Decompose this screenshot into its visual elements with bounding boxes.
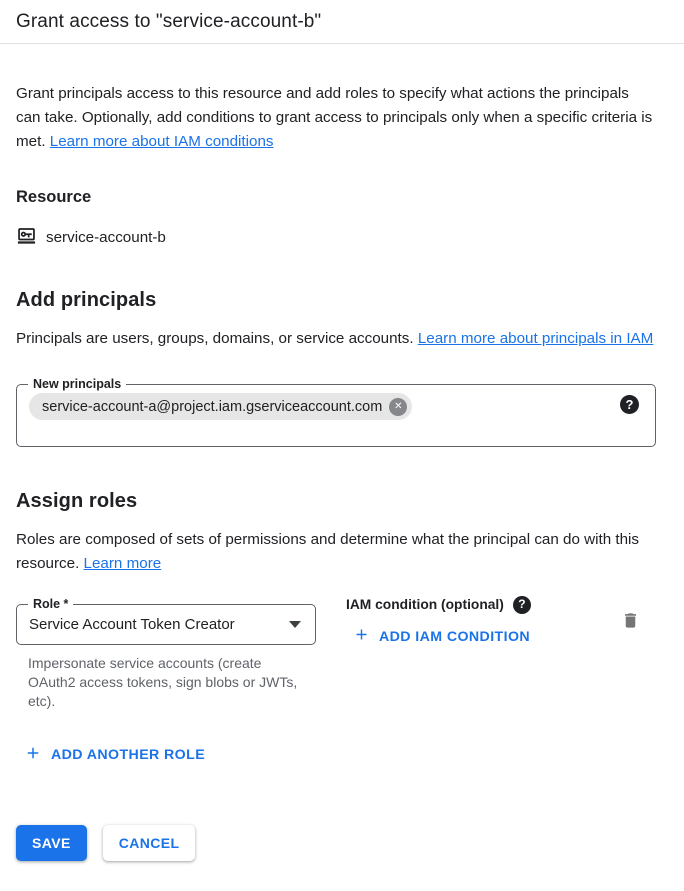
principal-chip-text: service-account-a@project.iam.gserviceaccount.com [42, 398, 383, 415]
service-account-icon [16, 225, 37, 250]
add-another-role-label: ADD ANOTHER ROLE [51, 747, 206, 763]
assign-roles-heading: Assign roles [16, 490, 138, 512]
iam-condition-column [346, 595, 621, 648]
intro-paragraph [16, 82, 656, 154]
principals-help-icon[interactable]: ? [620, 395, 639, 414]
role-select-value: Service Account Token Creator [29, 616, 235, 633]
resource-heading: Resource [16, 188, 92, 206]
iam-condition-help-icon[interactable]: ? [513, 596, 531, 614]
principals-description-text: Principals are users, groups, domains, or service accounts. [16, 330, 418, 347]
role-row [16, 595, 656, 711]
iam-condition-label-row [346, 595, 621, 614]
dialog-header [0, 0, 684, 44]
iam-condition-label: IAM condition (optional) [346, 597, 504, 612]
add-another-role-button[interactable] [24, 744, 205, 766]
trash-icon[interactable] [621, 611, 640, 630]
principals-learn-more-link[interactable]: Learn more about principals in IAM [417, 330, 654, 347]
roles-description [16, 528, 656, 576]
new-principals-label: New principals [28, 376, 126, 393]
dialog-content [0, 82, 684, 877]
dialog-footer [16, 825, 656, 861]
dialog-title: Grant access to "service-account-b" [16, 10, 322, 32]
role-helper-text: Impersonate service accounts (create OAuth2 access tokens, sign blobs or JWTs, etc). [28, 655, 298, 709]
intro-text: Grant principals access to this resource and add roles to specify what actions the principals can take. Optionally, add conditions to grant access to principals only when a specific criteria is met. [16, 85, 653, 150]
save-button[interactable]: SAVE [16, 825, 87, 861]
add-iam-condition-label: ADD IAM CONDITION [379, 628, 531, 645]
role-column [16, 595, 316, 711]
plus-icon [353, 626, 370, 647]
resource-name: service-account-b [46, 229, 166, 246]
plus-icon [24, 744, 42, 766]
add-principals-heading: Add principals [16, 289, 157, 311]
new-principals-field[interactable] [16, 377, 656, 447]
principal-chip [29, 393, 412, 420]
role-select[interactable] [16, 597, 316, 645]
resource-row [16, 225, 656, 250]
chevron-down-icon [289, 621, 301, 628]
roles-description-text: Roles are composed of sets of permissions and determine what the principal can do with this resource. [16, 531, 640, 572]
add-iam-condition-button[interactable] [353, 626, 530, 647]
principals-description [16, 327, 656, 351]
chip-remove-icon[interactable]: ✕ [389, 398, 407, 416]
cancel-button[interactable]: CANCEL [103, 825, 196, 861]
roles-learn-more-link[interactable]: Learn more [83, 555, 162, 572]
role-select-label: Role * [28, 596, 73, 613]
delete-role-column [621, 611, 640, 635]
iam-conditions-link[interactable]: Learn more about IAM conditions [49, 133, 274, 150]
